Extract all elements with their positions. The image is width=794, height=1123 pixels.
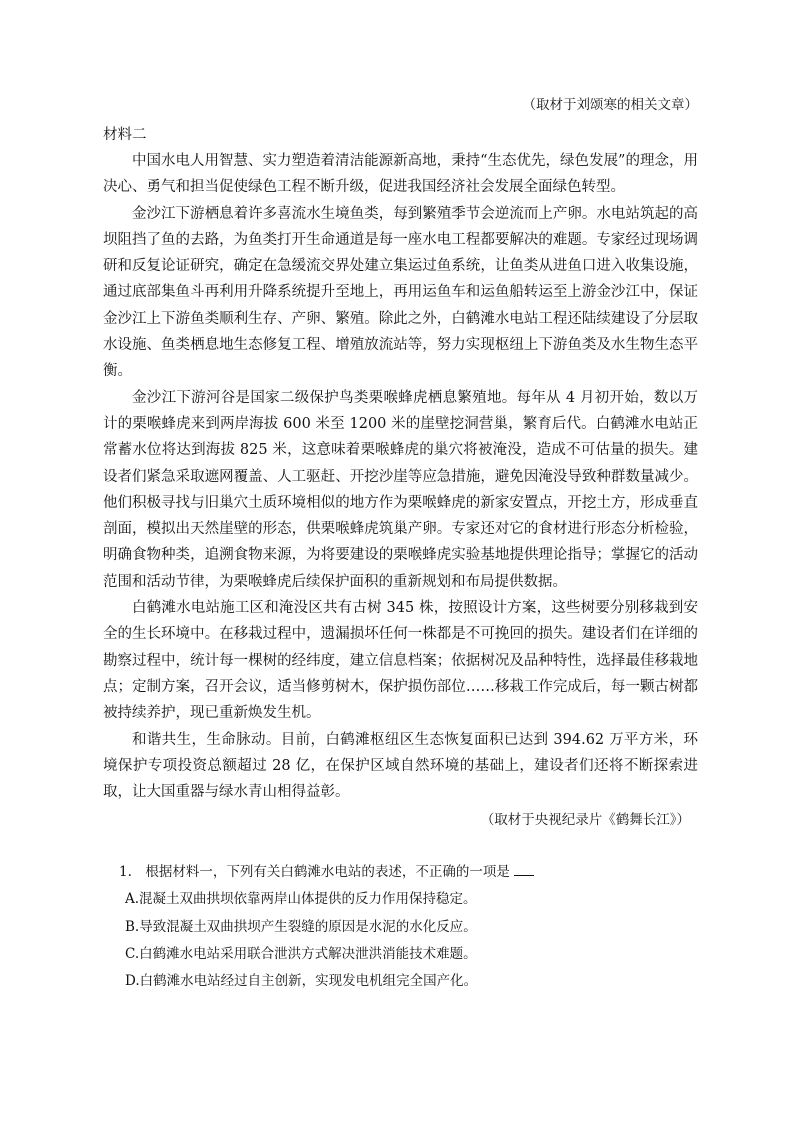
option-c[interactable]: C.白鹤滩水电站采用联合泄洪方式解决泄洪消能技术难题。: [125, 945, 477, 962]
question-stem-text: 1. 根据材料一，下列有关白鹤滩水电站的表述，不正确的一项是: [119, 864, 510, 881]
material-heading: 材料二: [103, 127, 147, 143]
question-block: [103, 859, 698, 995]
paragraph-3: 金沙江下游河谷是国家二级保护鸟类栗喉蜂虎栖息繁殖地。每年从 4 月初开始，数以万计的栗喉蜂虎来到两岸海拔 600 米至 1200 米的崖壁挖洞营巢，繁育后代。白鹤滩水电站正常蓄水位将达到海拔 825 米，这意味着栗喉蜂虎的巢穴将被淹没，造成不可估量的损失。建设者们紧急采取遮网覆盖、人工驱赶、开挖沙崖等应急措施，避免因淹没导致种群数量减少。他们积极寻找与旧巢穴土质环境相似的地方作为栗喉蜂虎的新家安置点，开挖土方，形成垂直剖面，模拟出天然崖壁的形态，供栗喉蜂虎筑巢产卵。专家还对它的食材进行形态分析检验，明确食物种类，追溯食物来源，为将要建设的栗喉蜂虎实验基地提供理论指导；掌握它的活动范围和活动节律，为栗喉蜂虎后续保护面积的重新规划和布局提供数据。: [103, 389, 698, 590]
option-d[interactable]: D.白鹤滩水电站经过自主创新，实现发电机组完全国产化。: [125, 973, 478, 990]
document-page: [103, 92, 698, 995]
paragraph-2: 金沙江下游栖息着许多喜流水生境鱼类，每到繁殖季节会逆流而上产卵。水电站筑起的高坝阻挡了鱼的去路，为鱼类打开生命通道是每一座水电工程都要解决的难题。专家经过现场调研和反复论证研究，确定在急缓流交界处建立集运过鱼系统，让鱼类从进鱼口进入收集设施，通过底部集鱼斗再利用升降系统提升至地上，再用运鱼车和运鱼船转运至上游金沙江中，保证金沙江上下游鱼类顺利生存、产卵、繁殖。除此之外，白鹤滩水电站工程还陆续建设了分层取水设施、鱼类栖息地生态修复工程、增殖放流站等，努力实现枢纽上下游鱼类及水生物生态平衡。: [103, 205, 698, 380]
answer-blank[interactable]: [514, 863, 534, 876]
source-citation-bottom: （取材于央视纪录片《鹤舞长江》）: [480, 812, 690, 829]
paragraph-1: 中国水电人用智慧、实力塑造着清洁能源新高地，秉持“生态优先，绿色发展”的理念，用决心、勇气和担当促使绿色工程不断升级，促进我国经济社会发展全面绿色转型。: [103, 153, 698, 196]
option-b[interactable]: B.导致混凝土双曲拱坝产生裂缝的原因是水泥的水化反应。: [125, 918, 477, 935]
paragraph-4: 白鹤滩水电站施工区和淹没区共有古树 345 株，按照设计方案，这些树要分别移栽到安全的生长环境中。在移栽过程中，遗漏损坏任何一株都是不可挽回的损失。建设者们在详细的勘察过程中，统计每一棵树的经纬度，建立信息档案；依据树况及品种特性，选择最佳移栽地点；定制方案，召开会议，适当修剪树木，保护损伤部位……移栽工作完成后，每一颗古树都被持续养护，现已重新焕发生机。: [103, 600, 698, 722]
question-stem: [119, 859, 698, 886]
option-a[interactable]: A.混凝土双曲拱坝依靠两岸山体提供的反力作用保持稳定。: [125, 891, 477, 908]
paragraph-5: 和谐共生，生命脉动。目前，白鹤滩枢纽区生态恢复面积已达到 394.62 万平方米，环境保护专项投资总额超过 28 亿，在保护区域自然环境的基础上，建设者们还将不断探索进取，让大国重器与绿水青山相得益彰。: [103, 731, 698, 801]
source-citation-top: （取材于刘颂寒的相关文章）: [522, 97, 698, 113]
